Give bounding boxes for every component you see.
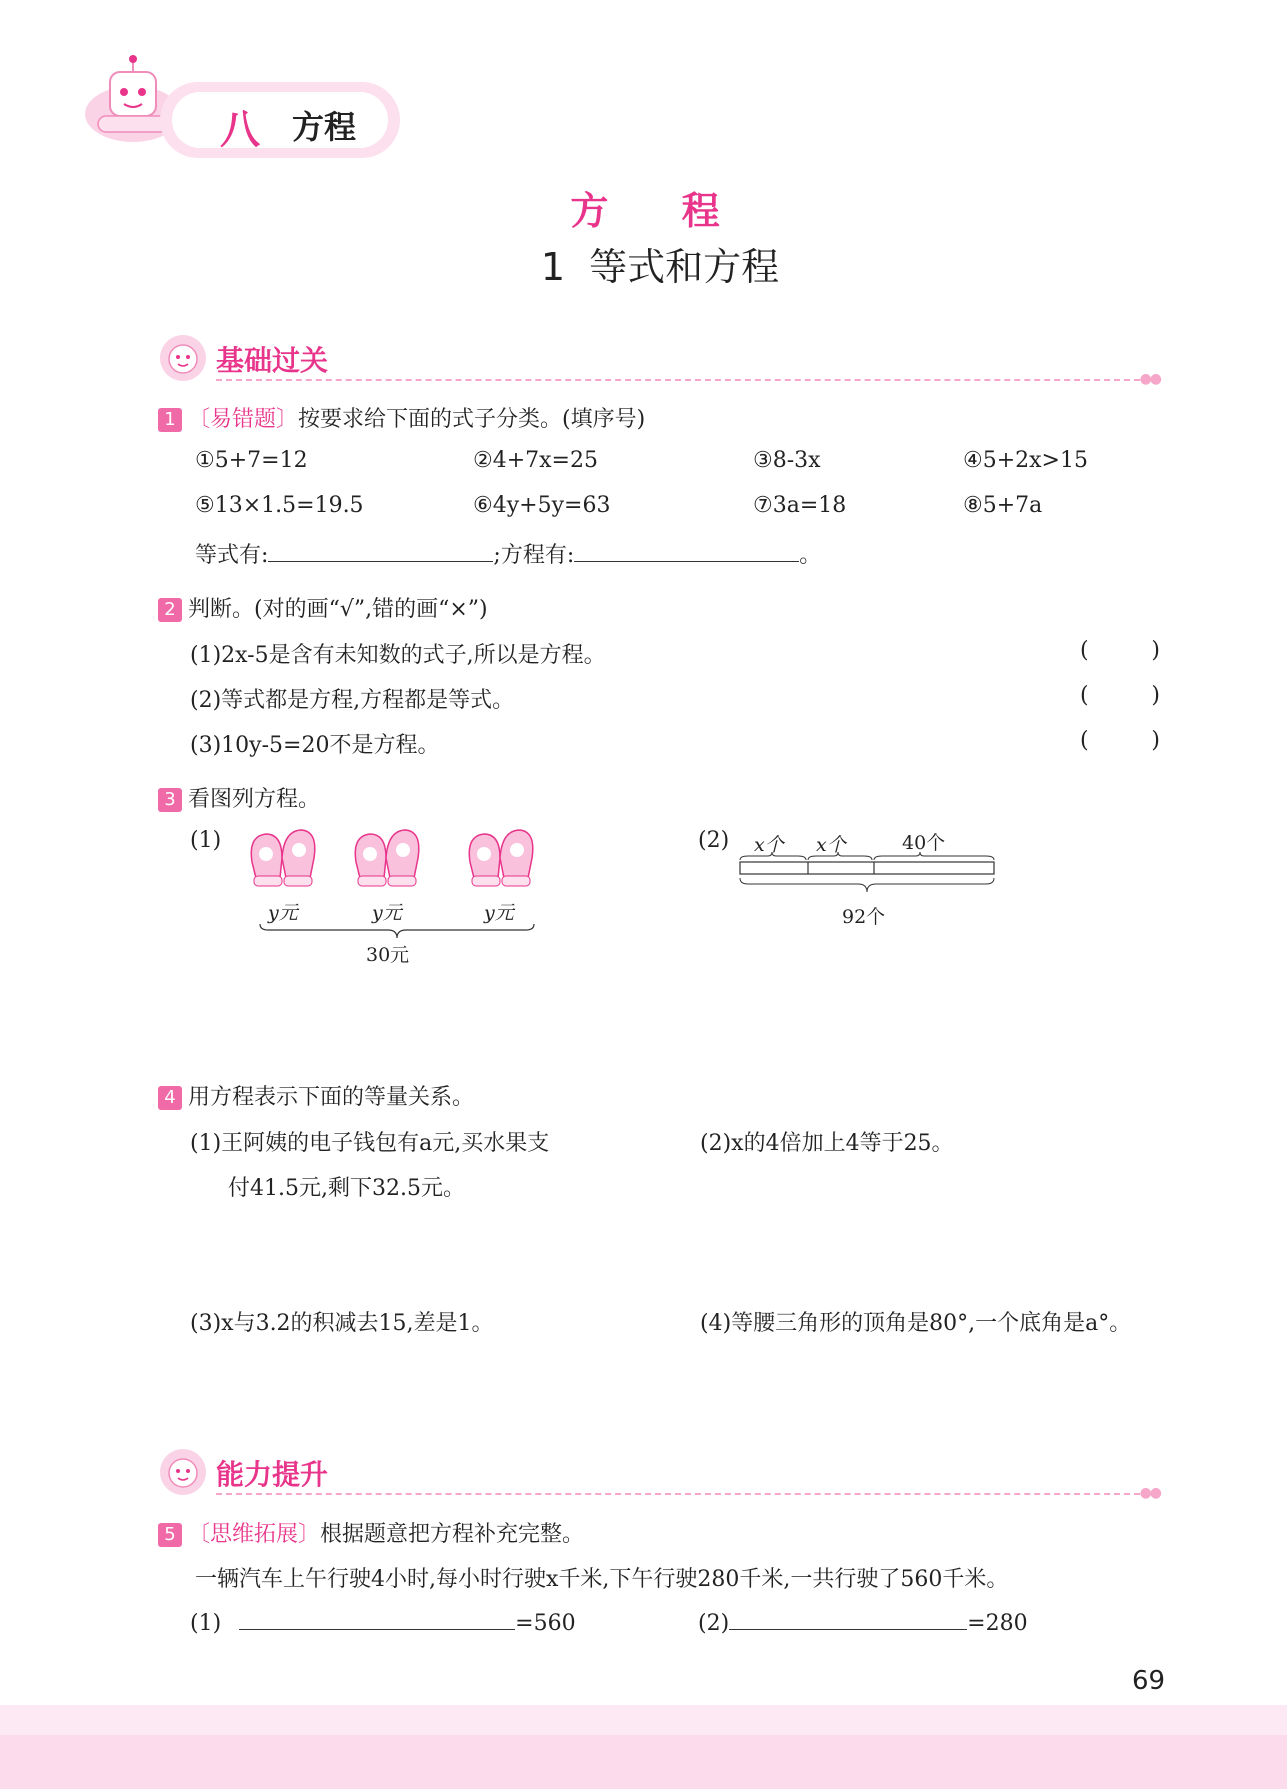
section-title: 基础过关 [216,344,329,377]
q3-prompt-line [158,782,320,813]
equations-label: ;方程有: [493,543,575,568]
q5-part2-label: (2) [698,1611,730,1636]
judgment-answer-field[interactable] [1080,638,1160,668]
q4-part1-line2: 付41.5元,剩下32.5元。 [228,1176,465,1201]
section-divider [216,1493,1140,1495]
q1-item: ①5+7=12 [195,448,308,473]
mascot-bear-icon [160,1449,206,1495]
q2-statement: (1)2x-5是含有未知数的式子,所以是方程。 [190,643,606,668]
unit-price-label: y元 [372,902,402,924]
question-prompt: 看图列方程。 [188,787,321,812]
q5-part1-rhs: =560 [515,1611,576,1636]
segment-diagram [738,852,998,900]
q5-part2-rhs: =280 [967,1611,1028,1636]
paren-open: ( [1080,638,1089,663]
paren-close: ) [1151,728,1160,753]
question-prompt: 判断。(对的画“√”,错的画“×”) [188,597,488,622]
q4-part4: (4)等腰三角形的顶角是80°,一个底角是a°。 [700,1311,1132,1336]
q5-part2-answer-field[interactable] [729,1607,967,1630]
question-number: 4 [158,1086,182,1110]
segment-label: x个 [754,834,784,856]
q1-item: ⑧5+7a [963,493,1043,518]
question-number: 5 [158,1523,182,1547]
q1-item: ⑦3a=18 [753,493,847,518]
total-price-label: 30元 [366,944,410,966]
page-subtitle: 1 等式和方程 [540,245,780,289]
q2-statement: (3)10y-5=20不是方程。 [190,733,440,758]
equalities-label: 等式有: [195,543,269,568]
question-number: 1 [158,408,182,432]
paren-open: ( [1080,728,1089,753]
q1-answer-line [195,538,821,569]
decorative-dots-icon: ●● [1139,371,1160,387]
q5-text: 一辆汽车上午行驶4小时,每小时行驶x千米,下午行驶280千米,一共行驶了560千米。 [195,1567,1009,1592]
q5-prompt-line [158,1517,584,1548]
mittens-illustration [244,822,544,894]
paren-open: ( [1080,683,1089,708]
total-brace [258,922,536,940]
end-mark: 。 [799,543,822,568]
page-title: 方 程 [570,189,750,233]
footer-band-light [0,1705,1287,1735]
unit-price-label: y元 [268,902,298,924]
segment-label: x个 [816,834,846,856]
question-number: 2 [158,598,182,622]
page-number: 69 [1132,1666,1166,1696]
q1-prompt-line [158,402,645,433]
q5-part1-answer-field[interactable] [239,1607,515,1630]
question-number: 3 [158,788,182,812]
paren-close: ) [1151,683,1160,708]
question-tag: 〔易错题〕 [188,407,299,432]
q1-item: ④5+2x>15 [963,448,1088,473]
question-tag: 〔思维拓展〕 [188,1522,321,1547]
q2-statement: (2)等式都是方程,方程都是等式。 [190,688,515,713]
q4-part2: (2)x的4倍加上4等于25。 [700,1131,954,1156]
q5-part2 [698,1607,1028,1636]
segment-label: 40个 [902,832,946,854]
segment-total-label: 92个 [842,906,886,928]
q1-item: ③8-3x [753,448,821,473]
unit-price-label: y元 [484,902,514,924]
q5-part1 [190,1607,576,1636]
q1-item: ⑤13×1.5=19.5 [195,493,364,518]
chapter-title: 方程 [292,108,357,146]
q4-part3: (3)x与3.2的积减去15,差是1。 [190,1311,494,1336]
paren-close: ) [1151,638,1160,663]
q3-part1-label: (1) [190,828,222,853]
judgment-answer-field[interactable] [1080,728,1160,758]
mascot-bear-icon [160,335,206,381]
decorative-dots-icon: ●● [1139,1485,1160,1501]
q4-prompt-line [158,1080,474,1111]
judgment-answer-field[interactable] [1080,683,1160,713]
q1-item: ②4+7x=25 [473,448,598,473]
equalities-answer-field[interactable] [268,539,493,562]
section-basic [160,335,1160,385]
question-prompt: 用方程表示下面的等量关系。 [188,1085,475,1110]
chapter-number: 八 [220,107,260,153]
q3-part2-label: (2) [698,828,730,853]
section-divider [216,379,1140,381]
q1-item: ⑥4y+5y=63 [473,493,611,518]
q5-part1-label: (1) [190,1611,222,1636]
question-prompt: 根据题意把方程补充完整。 [320,1522,585,1547]
q4-part1-line1: (1)王阿姨的电子钱包有a元,买水果支 [190,1131,550,1156]
section-advanced [160,1449,1160,1499]
q2-prompt-line [158,592,488,623]
section-title: 能力提升 [216,1458,329,1491]
question-prompt: 按要求给下面的式子分类。(填序号) [298,407,646,432]
mitten-pair-icon [251,830,315,886]
equations-answer-field[interactable] [574,539,799,562]
